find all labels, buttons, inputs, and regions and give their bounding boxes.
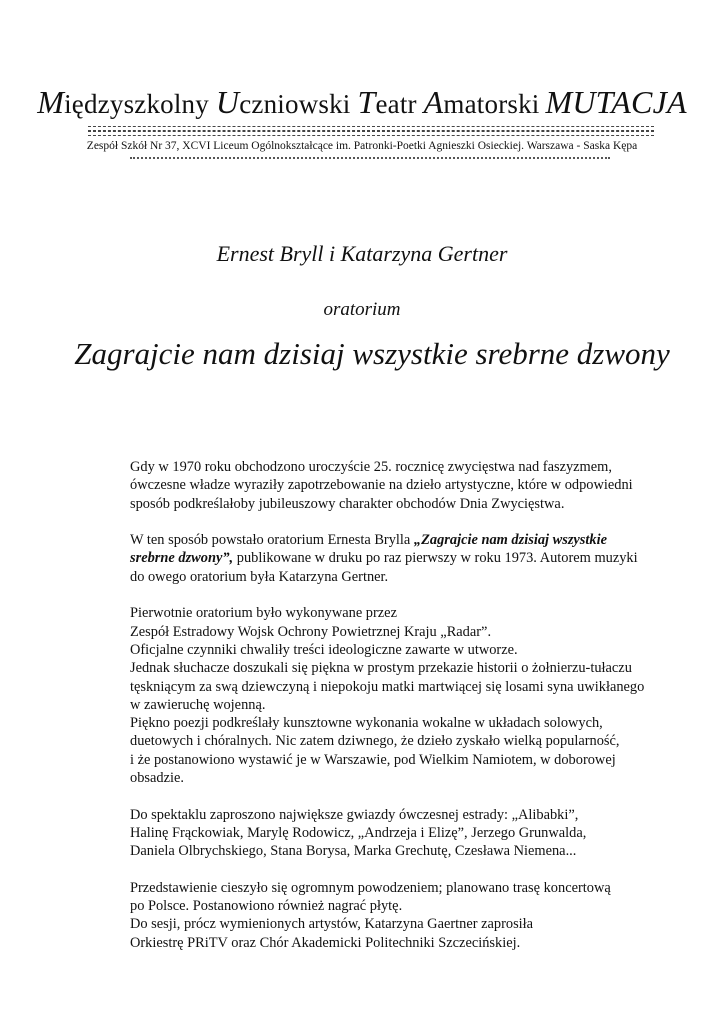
- text-run: W ten sposób powstało oratorium Ernesta Brylla: [130, 532, 414, 549]
- header-rule: [88, 131, 654, 136]
- text-line: [130, 531, 650, 549]
- text-line: [130, 549, 650, 567]
- text-line: po Polsce. Postanowiono również nagrać płytę.: [130, 898, 403, 915]
- text-line: Jednak słuchacze doszukali się piękna w prostym przekazie historii o żołnierzu-tułaczu: [130, 660, 632, 677]
- paragraph: [130, 531, 650, 586]
- text-line: do owego oratorium była Katarzyna Gertner.: [130, 568, 389, 585]
- asterisk-divider: [130, 157, 610, 159]
- article-body: [130, 458, 650, 970]
- text-line: obsadzie.: [130, 770, 184, 787]
- paragraph: [130, 604, 650, 787]
- masthead-initial: T: [357, 84, 376, 120]
- text-line: w zawieruchę wojenną.: [130, 696, 266, 713]
- work-authors: Ernest Bryll i Katarzyna Gertner: [216, 241, 508, 266]
- masthead-initial: A: [423, 84, 444, 120]
- masthead-initial: M: [37, 84, 65, 120]
- text-line: Przedstawienie cieszyło się ogromnym powodzeniem; planowano trasę koncertową: [130, 879, 611, 896]
- work-title: Zagrajcie nam dzisiaj wszystkie srebrne dzwony: [74, 336, 670, 371]
- text-run: publikowane w druku po raz pierwszy w roku 1973. Autorem muzyki: [233, 550, 638, 567]
- text-line: Oficjalne czynniki chwaliły treści ideologiczne zawarte w utworze.: [130, 641, 518, 658]
- quoted-title: srebrne dzwony”,: [130, 550, 234, 567]
- text-line: ówczesne władze wyraziły zapotrzebowanie na dzieło artystyczne, które w odpowiedni: [130, 477, 633, 494]
- text-line: Piękno poezji podkreślały kunsztowne wykonania wokalne w układach solowych,: [130, 715, 603, 732]
- masthead-word: eatr: [375, 89, 424, 119]
- paragraph: [130, 806, 650, 861]
- text-line: tęskniącym za swą dziewczyną i niepokoju matki martwiącej się losami syna uwikłanego: [130, 678, 645, 695]
- paragraph: [130, 458, 650, 513]
- text-line: Orkiestrę PRiTV oraz Chór Akademicki Politechniki Szczecińskiej.: [130, 934, 521, 951]
- text-line: Zespół Estradowy Wojsk Ochrony Powietrznej Kraju „Radar”.: [130, 623, 492, 640]
- text-line: Gdy w 1970 roku obchodzono uroczyście 25. rocznicę zwycięstwa nad faszyzmem,: [130, 459, 612, 475]
- text-line: Do spektaklu zaproszono największe gwiazdy ówczesnej estrady: „Alibabki”,: [130, 806, 579, 823]
- school-subheading: Zespół Szkół Nr 37, XCVI Liceum Ogólnokształcące im. Patronki-Poetki Agnieszki Osieckiej. Warszawa - Saska Kępa: [86, 140, 638, 152]
- text-line: Daniela Olbrychskiego, Stana Borysa, Marka Grechutę, Czesława Niemena...: [130, 843, 577, 860]
- masthead-title: [0, 84, 724, 121]
- masthead-initial: U: [215, 84, 240, 120]
- masthead-word: matorski: [443, 89, 540, 119]
- text-line: Pierwotnie oratorium było wykonywane przez: [130, 605, 397, 622]
- masthead-word: czniowski: [239, 89, 358, 119]
- masthead-word: iędzyszkolny: [64, 89, 216, 119]
- text-line: Halinę Frąckowiak, Marylę Rodowicz, „Andrzeja i Elizę”, Jerzego Grunwalda,: [130, 824, 587, 841]
- paragraph: [130, 879, 650, 952]
- text-line: i że postanowiono wystawić je w Warszawie, pod Wielkim Namiotem, w doborowej: [130, 751, 616, 768]
- text-line: sposób podkreślałoby jubileuszowy charakter obchodów Dnia Zwycięstwa.: [130, 495, 565, 512]
- work-genre: oratorium: [323, 299, 401, 320]
- text-line: Do sesji, prócz wymienionych artystów, Katarzyna Gaertner zaprosiła: [130, 916, 534, 933]
- masthead-brand: MUTACJA: [545, 84, 687, 120]
- quoted-title: „Zagrajcie nam dzisiaj wszystkie: [413, 532, 607, 549]
- text-line: duetowych i chóralnych. Nic zatem dziwnego, że dzieło zyskało wielką popularność,: [130, 733, 620, 750]
